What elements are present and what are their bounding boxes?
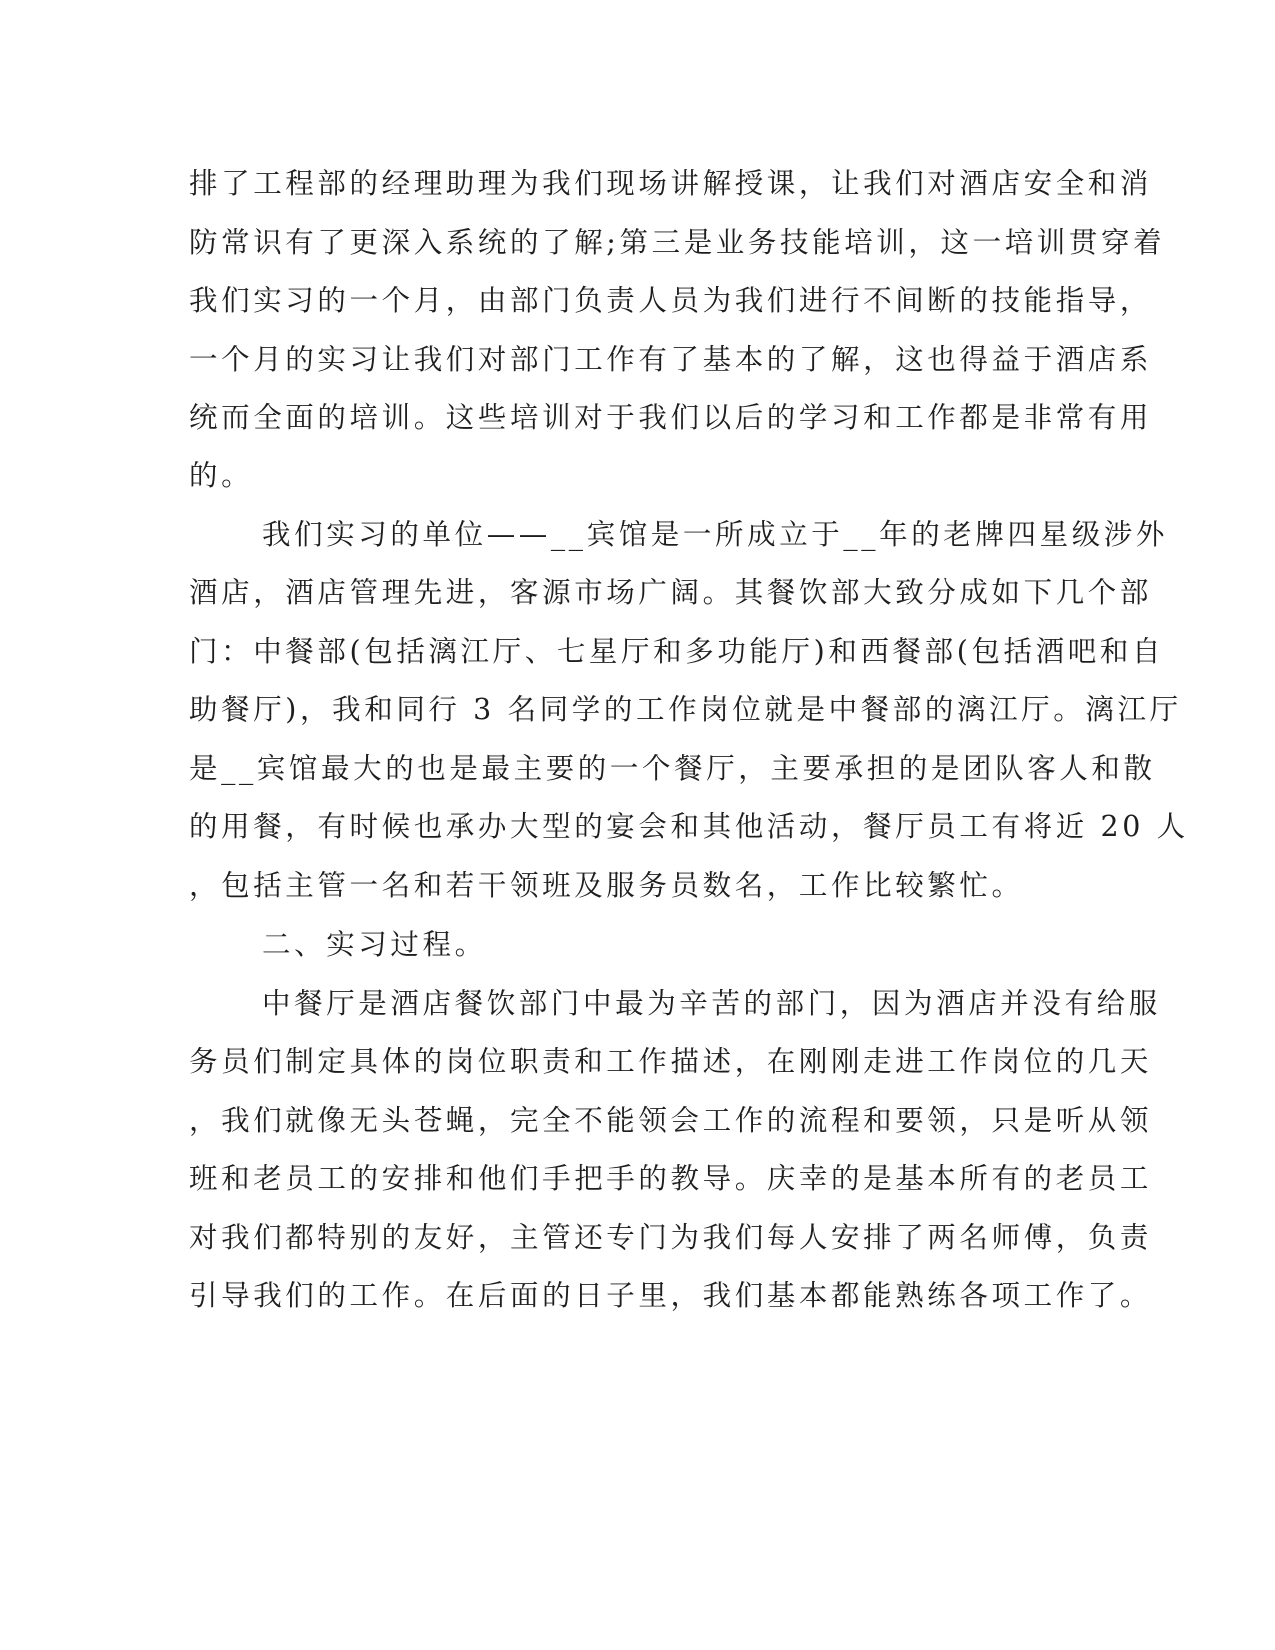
text-line: 统而全面的培训。这些培训对于我们以后的学习和工作都是非常有用	[189, 401, 1153, 434]
text-line: 门：中餐部(包括漓江厅、七星厅和多功能厅)和西餐部(包括酒吧和自	[189, 635, 1165, 668]
text-line: 防常识有了更深入系统的了解;第三是业务技能培训，这一培训贯穿着	[189, 226, 1166, 259]
text-line: 我们实习的一个月，由部门负责人员为我们进行不间断的技能指导，	[189, 284, 1153, 317]
text-line: 对我们都特别的友好，主管还专门为我们每人安排了两名师傅，负责	[189, 1221, 1153, 1254]
text-line: 是__宾馆最大的也是最主要的一个餐厅，主要承担的是团队客人和散	[189, 752, 1156, 785]
section-heading: 二、实习过程。	[262, 928, 487, 961]
paragraph-first-line: 我们实习的单位——__宾馆是一所成立于__年的老牌四星级涉外	[262, 518, 1169, 551]
text-line: ，包括主管一名和若干领班及服务员数名，工作比较繁忙。	[189, 869, 1024, 902]
text-line: 务员们制定具体的岗位职责和工作描述，在刚刚走进工作岗位的几天	[189, 1045, 1153, 1078]
text-line: 的用餐，有时候也承办大型的宴会和其他活动，餐厅员工有将近 20 人	[189, 810, 1189, 843]
text-line: 引导我们的工作。在后面的日子里，我们基本都能熟练各项工作了。	[189, 1279, 1153, 1312]
text-line: 一个月的实习让我们对部门工作有了基本的了解，这也得益于酒店系	[189, 343, 1153, 376]
text-line: 酒店，酒店管理先进，客源市场广阔。其餐饮部大致分成如下几个部	[189, 576, 1153, 609]
text-line: ，我们就像无头苍蝇，完全不能领会工作的流程和要领，只是听从领	[189, 1104, 1153, 1137]
text-line: 的。	[189, 459, 254, 492]
paragraph-first-line: 中餐厅是酒店餐饮部门中最为辛苦的部门，因为酒店并没有给服	[262, 987, 1161, 1020]
text-line: 助餐厅)，我和同行 3 名同学的工作岗位就是中餐部的漓江厅。漓江厅	[189, 693, 1182, 726]
text-line: 排了工程部的经理助理为我们现场讲解授课，让我们对酒店安全和消	[189, 167, 1153, 200]
text-line: 班和老员工的安排和他们手把手的教导。庆幸的是基本所有的老员工	[189, 1162, 1153, 1195]
